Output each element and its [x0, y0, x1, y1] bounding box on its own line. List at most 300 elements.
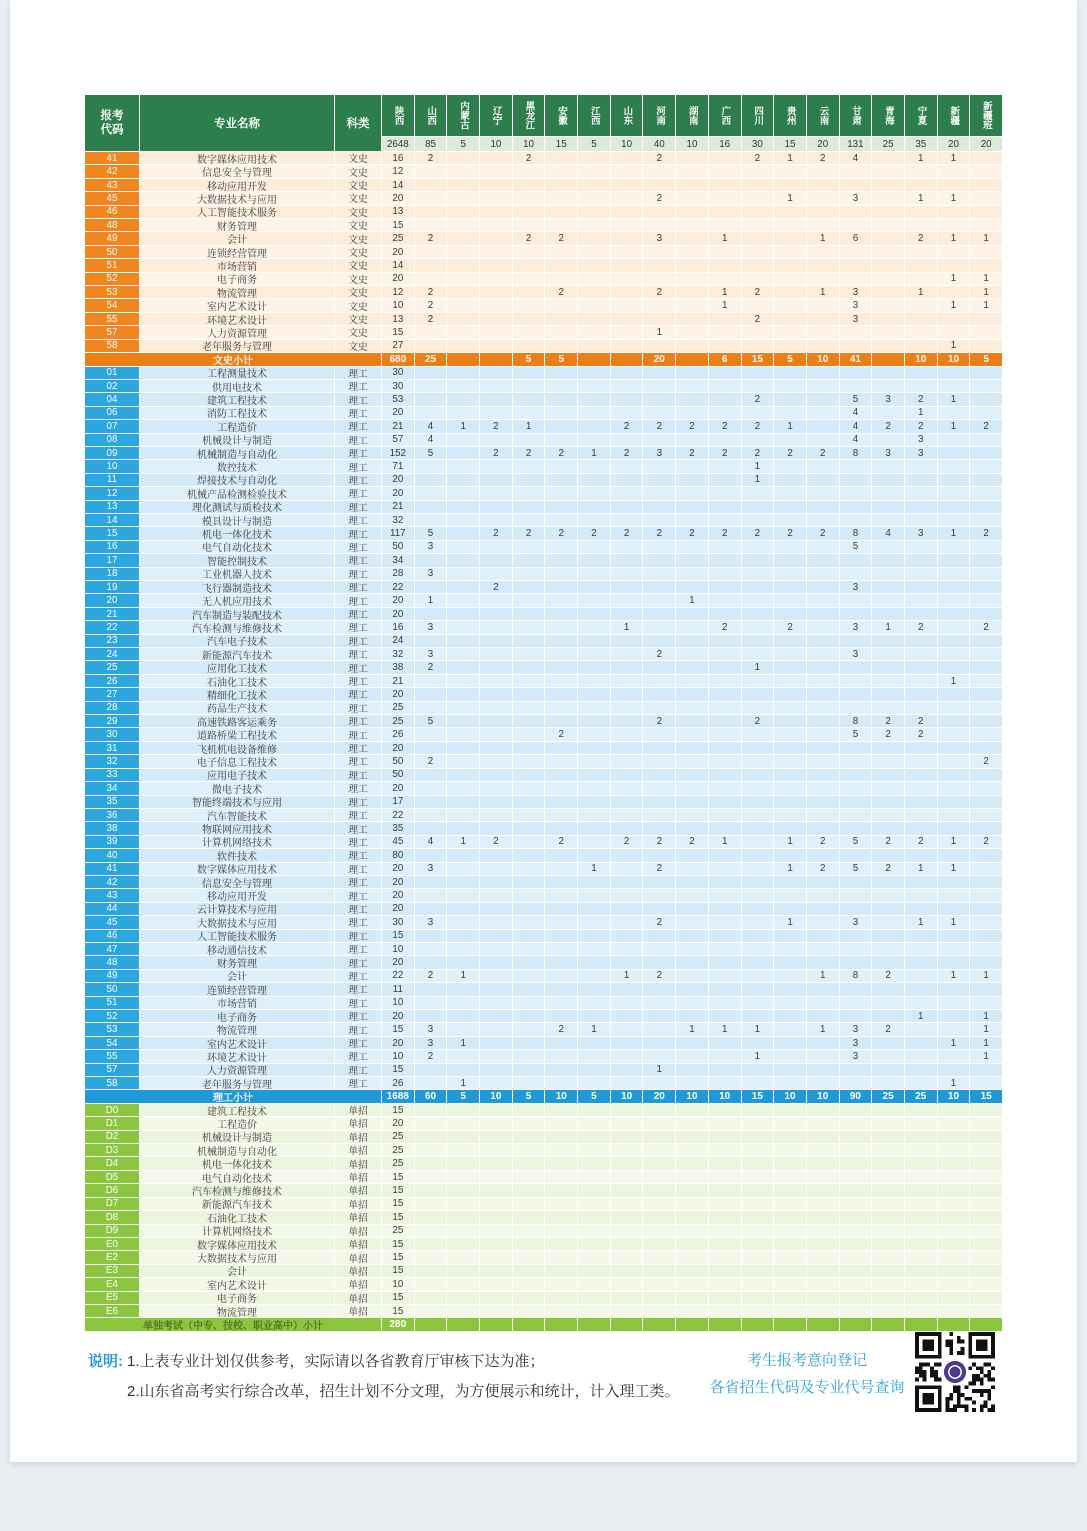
row-value [643, 581, 676, 594]
row-category: 单招 [335, 1305, 382, 1318]
row-value [643, 782, 676, 795]
row-value: 1 [970, 286, 1003, 299]
row-value: 8 [840, 447, 873, 460]
province-header: 甘肃 [840, 95, 873, 137]
row-value: 25 [382, 1131, 415, 1144]
row-value: 2 [709, 447, 742, 460]
row-value [742, 541, 775, 554]
row-value [709, 393, 742, 406]
row-value [970, 1077, 1003, 1090]
table-row [85, 1117, 1003, 1130]
row-value [872, 889, 905, 902]
row-value [513, 1144, 546, 1157]
row-value [905, 380, 938, 393]
row-value [643, 742, 676, 755]
row-code: 53 [85, 286, 140, 299]
row-value [774, 1238, 807, 1251]
row-value [513, 1198, 546, 1211]
row-value [578, 340, 611, 353]
table-row [85, 970, 1003, 983]
row-value [611, 1211, 644, 1224]
row-value: 20 [382, 688, 415, 701]
row-value [840, 273, 873, 286]
row-value [774, 688, 807, 701]
row-category: 理工 [335, 460, 382, 473]
row-value [676, 1184, 709, 1197]
row-value [774, 755, 807, 768]
row-value [709, 822, 742, 835]
row-value [872, 997, 905, 1010]
row-value [480, 956, 513, 969]
row-value [611, 648, 644, 661]
row-value [905, 809, 938, 822]
row-value [480, 232, 513, 245]
subtotal-value [905, 1318, 938, 1331]
row-value [676, 474, 709, 487]
row-category: 文史 [335, 286, 382, 299]
row-value [447, 728, 480, 741]
row-value [643, 1265, 676, 1278]
row-category: 理工 [335, 702, 382, 715]
row-value: 20 [382, 474, 415, 487]
row-value: 3 [872, 393, 905, 406]
row-value: 2 [643, 648, 676, 661]
row-value [513, 1292, 546, 1305]
row-value [611, 1131, 644, 1144]
row-value [676, 286, 709, 299]
row-value [709, 1010, 742, 1023]
row-value [447, 648, 480, 661]
row-value [447, 1184, 480, 1197]
row-value [513, 1023, 546, 1036]
row-value [709, 930, 742, 943]
row-value [938, 755, 971, 768]
row-value [807, 367, 840, 380]
row-value [513, 876, 546, 889]
row-value [676, 1144, 709, 1157]
row-major-name: 物联网应用技术 [140, 822, 335, 835]
row-value [840, 246, 873, 259]
row-value: 20 [382, 1117, 415, 1130]
row-value [513, 541, 546, 554]
row-value [447, 755, 480, 768]
row-value [611, 796, 644, 809]
row-value: 10 [382, 943, 415, 956]
row-value: 1 [938, 273, 971, 286]
row-major-name: 模具设计与制造 [140, 514, 335, 527]
row-value [872, 460, 905, 473]
table-row [85, 983, 1003, 996]
row-value: 2 [643, 916, 676, 929]
row-value [709, 688, 742, 701]
row-value [480, 903, 513, 916]
row-value [480, 1064, 513, 1077]
row-value [970, 1198, 1003, 1211]
row-value [611, 286, 644, 299]
row-value [513, 219, 546, 232]
row-value [676, 1265, 709, 1278]
row-value [513, 192, 546, 205]
row-value [840, 1225, 873, 1238]
row-value [513, 755, 546, 768]
row-value: 1 [742, 474, 775, 487]
row-value [807, 594, 840, 607]
table-row [85, 742, 1003, 755]
province-total: 40 [643, 137, 676, 152]
province-total: 20 [807, 137, 840, 152]
row-value: 1 [742, 661, 775, 674]
row-value: 4 [840, 407, 873, 420]
row-value [970, 889, 1003, 902]
subtotal-value: 5 [970, 353, 1003, 366]
row-value: 20 [382, 863, 415, 876]
row-value [545, 1050, 578, 1063]
row-major-name: 智能控制技术 [140, 554, 335, 567]
row-value [545, 1211, 578, 1224]
row-value [513, 956, 546, 969]
row-value [742, 246, 775, 259]
row-value [807, 219, 840, 232]
row-value [447, 1265, 480, 1278]
table-row [85, 367, 1003, 380]
row-value: 2 [872, 836, 905, 849]
row-value [840, 367, 873, 380]
row-value [742, 1305, 775, 1318]
row-value: 2 [970, 527, 1003, 540]
subtotal-value [872, 1318, 905, 1331]
subtotal-value: 41 [840, 353, 873, 366]
row-category: 文史 [335, 219, 382, 232]
row-value: 2 [905, 836, 938, 849]
row-value [742, 1184, 775, 1197]
row-major-name: 汽车电子技术 [140, 635, 335, 648]
row-value [709, 728, 742, 741]
row-value [611, 769, 644, 782]
row-value [742, 648, 775, 661]
row-value [872, 273, 905, 286]
row-value [840, 594, 873, 607]
row-value [643, 849, 676, 862]
row-value: 2 [905, 393, 938, 406]
row-value [938, 1010, 971, 1023]
row-value [578, 661, 611, 674]
row-value [840, 822, 873, 835]
row-category: 理工 [335, 916, 382, 929]
row-value: 14 [382, 259, 415, 272]
row-value: 25 [382, 232, 415, 245]
row-value [742, 514, 775, 527]
row-value [676, 742, 709, 755]
province-total: 15 [545, 137, 578, 152]
row-value [643, 165, 676, 178]
row-value [872, 648, 905, 661]
row-major-name: 石油化工技术 [140, 1211, 335, 1224]
row-value [938, 1251, 971, 1264]
row-value [447, 179, 480, 192]
row-value [872, 1050, 905, 1063]
row-value [938, 487, 971, 500]
row-major-name: 电子商务 [140, 1010, 335, 1023]
row-category: 理工 [335, 742, 382, 755]
row-value [578, 487, 611, 500]
row-value [807, 568, 840, 581]
row-value [545, 434, 578, 447]
row-value: 3 [840, 581, 873, 594]
row-value [774, 313, 807, 326]
header-category-column: 科类 [335, 95, 382, 152]
row-value [611, 742, 644, 755]
row-code: 15 [85, 527, 140, 540]
row-value [415, 1171, 448, 1184]
row-value [676, 943, 709, 956]
row-value [545, 809, 578, 822]
row-value [938, 1104, 971, 1117]
row-value [807, 1064, 840, 1077]
row-value [709, 1265, 742, 1278]
row-value [709, 340, 742, 353]
province-total: 35 [905, 137, 938, 152]
row-category: 理工 [335, 1010, 382, 1023]
row-value [774, 219, 807, 232]
row-major-name: 市场营销 [140, 259, 335, 272]
row-value [480, 1131, 513, 1144]
row-major-name: 环境艺术设计 [140, 313, 335, 326]
row-value [840, 1010, 873, 1023]
subtotal-value [774, 1318, 807, 1331]
table-row [85, 1037, 1003, 1050]
row-value [676, 849, 709, 862]
row-value [447, 822, 480, 835]
row-value: 1 [774, 152, 807, 165]
row-value [513, 849, 546, 862]
row-category: 文史 [335, 299, 382, 312]
row-value [447, 621, 480, 634]
row-value [709, 367, 742, 380]
row-value: 2 [415, 299, 448, 312]
row-value [611, 608, 644, 621]
row-major-name: 市场营销 [140, 997, 335, 1010]
row-value [970, 1171, 1003, 1184]
row-code: 54 [85, 1037, 140, 1050]
row-value [545, 916, 578, 929]
row-category: 理工 [335, 1077, 382, 1090]
row-category: 理工 [335, 728, 382, 741]
row-value [676, 232, 709, 245]
row-major-name: 工业机器人技术 [140, 568, 335, 581]
row-value [611, 849, 644, 862]
row-value [807, 742, 840, 755]
row-value [905, 1211, 938, 1224]
row-major-name: 工程测量技术 [140, 367, 335, 380]
row-value [774, 1131, 807, 1144]
row-major-name: 会计 [140, 232, 335, 245]
row-value: 1 [447, 970, 480, 983]
row-value [807, 380, 840, 393]
row-value [447, 326, 480, 339]
row-value [709, 903, 742, 916]
row-value [970, 460, 1003, 473]
row-value [807, 983, 840, 996]
row-value: 5 [415, 527, 448, 540]
notes-label: 说明: [88, 1353, 123, 1370]
row-value [545, 970, 578, 983]
row-value [447, 916, 480, 929]
row-major-name: 数字媒体应用技术 [140, 863, 335, 876]
subtotal-value [447, 353, 480, 366]
row-value [447, 340, 480, 353]
row-value [676, 715, 709, 728]
row-value [545, 299, 578, 312]
row-value [513, 407, 546, 420]
row-value [742, 863, 775, 876]
row-value: 2 [415, 755, 448, 768]
row-value: 2 [643, 152, 676, 165]
row-value [774, 1184, 807, 1197]
row-value [742, 728, 775, 741]
code-query-link[interactable]: 各省招生代码及专业代号查询 [709, 1379, 905, 1396]
row-value [513, 259, 546, 272]
row-major-name: 石油化工技术 [140, 675, 335, 688]
row-value [415, 501, 448, 514]
row-value: 2 [415, 1050, 448, 1063]
row-value [643, 608, 676, 621]
row-value [545, 782, 578, 795]
row-value [840, 849, 873, 862]
subtotal-row [85, 1318, 1003, 1331]
row-value [611, 1144, 644, 1157]
row-value: 15 [382, 930, 415, 943]
row-major-name: 机电一体化技术 [140, 1157, 335, 1170]
row-value [970, 688, 1003, 701]
row-value [480, 1198, 513, 1211]
row-value [709, 1157, 742, 1170]
row-value [905, 675, 938, 688]
row-value [545, 1037, 578, 1050]
row-value [513, 286, 546, 299]
row-value: 2 [643, 970, 676, 983]
row-value [611, 568, 644, 581]
intent-registration-link[interactable]: 考生报考意向登记 [746, 1352, 867, 1369]
row-value [709, 608, 742, 621]
row-value [807, 943, 840, 956]
row-value [807, 1050, 840, 1063]
row-value [611, 487, 644, 500]
row-value [774, 715, 807, 728]
table-row [85, 541, 1003, 554]
row-value [480, 192, 513, 205]
row-value [676, 769, 709, 782]
row-value [872, 165, 905, 178]
row-value: 2 [545, 286, 578, 299]
subtotal-value: 10 [905, 353, 938, 366]
row-value [840, 930, 873, 943]
row-value [970, 393, 1003, 406]
row-category: 理工 [335, 876, 382, 889]
row-value [742, 782, 775, 795]
row-value: 1 [905, 192, 938, 205]
row-value [611, 876, 644, 889]
row-value: 5 [415, 447, 448, 460]
row-value [774, 165, 807, 178]
row-value [643, 930, 676, 943]
row-value: 4 [840, 434, 873, 447]
row-value [774, 1104, 807, 1117]
row-value [709, 487, 742, 500]
row-value [611, 407, 644, 420]
row-value: 2 [611, 420, 644, 433]
row-value [578, 930, 611, 943]
row-value [970, 152, 1003, 165]
table-row [85, 621, 1003, 634]
row-value [578, 1117, 611, 1130]
row-value [578, 1157, 611, 1170]
row-value [480, 863, 513, 876]
row-major-name: 机械产品检测检验技术 [140, 487, 335, 500]
row-value [872, 1077, 905, 1090]
row-value: 152 [382, 447, 415, 460]
row-code: 50 [85, 246, 140, 259]
table-section-理工 [85, 367, 1003, 1104]
row-value: 2 [742, 313, 775, 326]
row-value [970, 1144, 1003, 1157]
row-value [676, 568, 709, 581]
row-value [513, 1278, 546, 1291]
row-value: 22 [382, 581, 415, 594]
row-value [938, 1278, 971, 1291]
row-value [611, 232, 644, 245]
row-value: 1 [938, 527, 971, 540]
row-value [938, 956, 971, 969]
subtotal-value: 10 [611, 1090, 644, 1103]
row-value [611, 863, 644, 876]
row-value [709, 661, 742, 674]
row-value [774, 742, 807, 755]
row-value [970, 1278, 1003, 1291]
row-value [709, 460, 742, 473]
row-value [742, 635, 775, 648]
row-value [742, 367, 775, 380]
row-value [807, 621, 840, 634]
row-value [643, 1117, 676, 1130]
row-value [415, 326, 448, 339]
row-value [905, 1064, 938, 1077]
row-category: 理工 [335, 836, 382, 849]
row-value [415, 943, 448, 956]
row-value [415, 340, 448, 353]
row-value [970, 983, 1003, 996]
table-row [85, 313, 1003, 326]
row-value [774, 1292, 807, 1305]
row-value [742, 1077, 775, 1090]
row-value: 57 [382, 434, 415, 447]
row-value [905, 742, 938, 755]
row-value: 50 [382, 769, 415, 782]
row-value [742, 796, 775, 809]
row-value [807, 192, 840, 205]
row-value [872, 1238, 905, 1251]
row-value [970, 581, 1003, 594]
province-header: 贵州 [774, 95, 807, 137]
row-value [415, 1144, 448, 1157]
row-category: 理工 [335, 755, 382, 768]
row-value [807, 1305, 840, 1318]
row-value [578, 1265, 611, 1278]
row-major-name: 理化测试与质检技术 [140, 501, 335, 514]
row-value: 20 [382, 1037, 415, 1050]
row-value: 4 [872, 527, 905, 540]
footer-links [682, 1347, 932, 1401]
subtotal-value: 10 [938, 1090, 971, 1103]
